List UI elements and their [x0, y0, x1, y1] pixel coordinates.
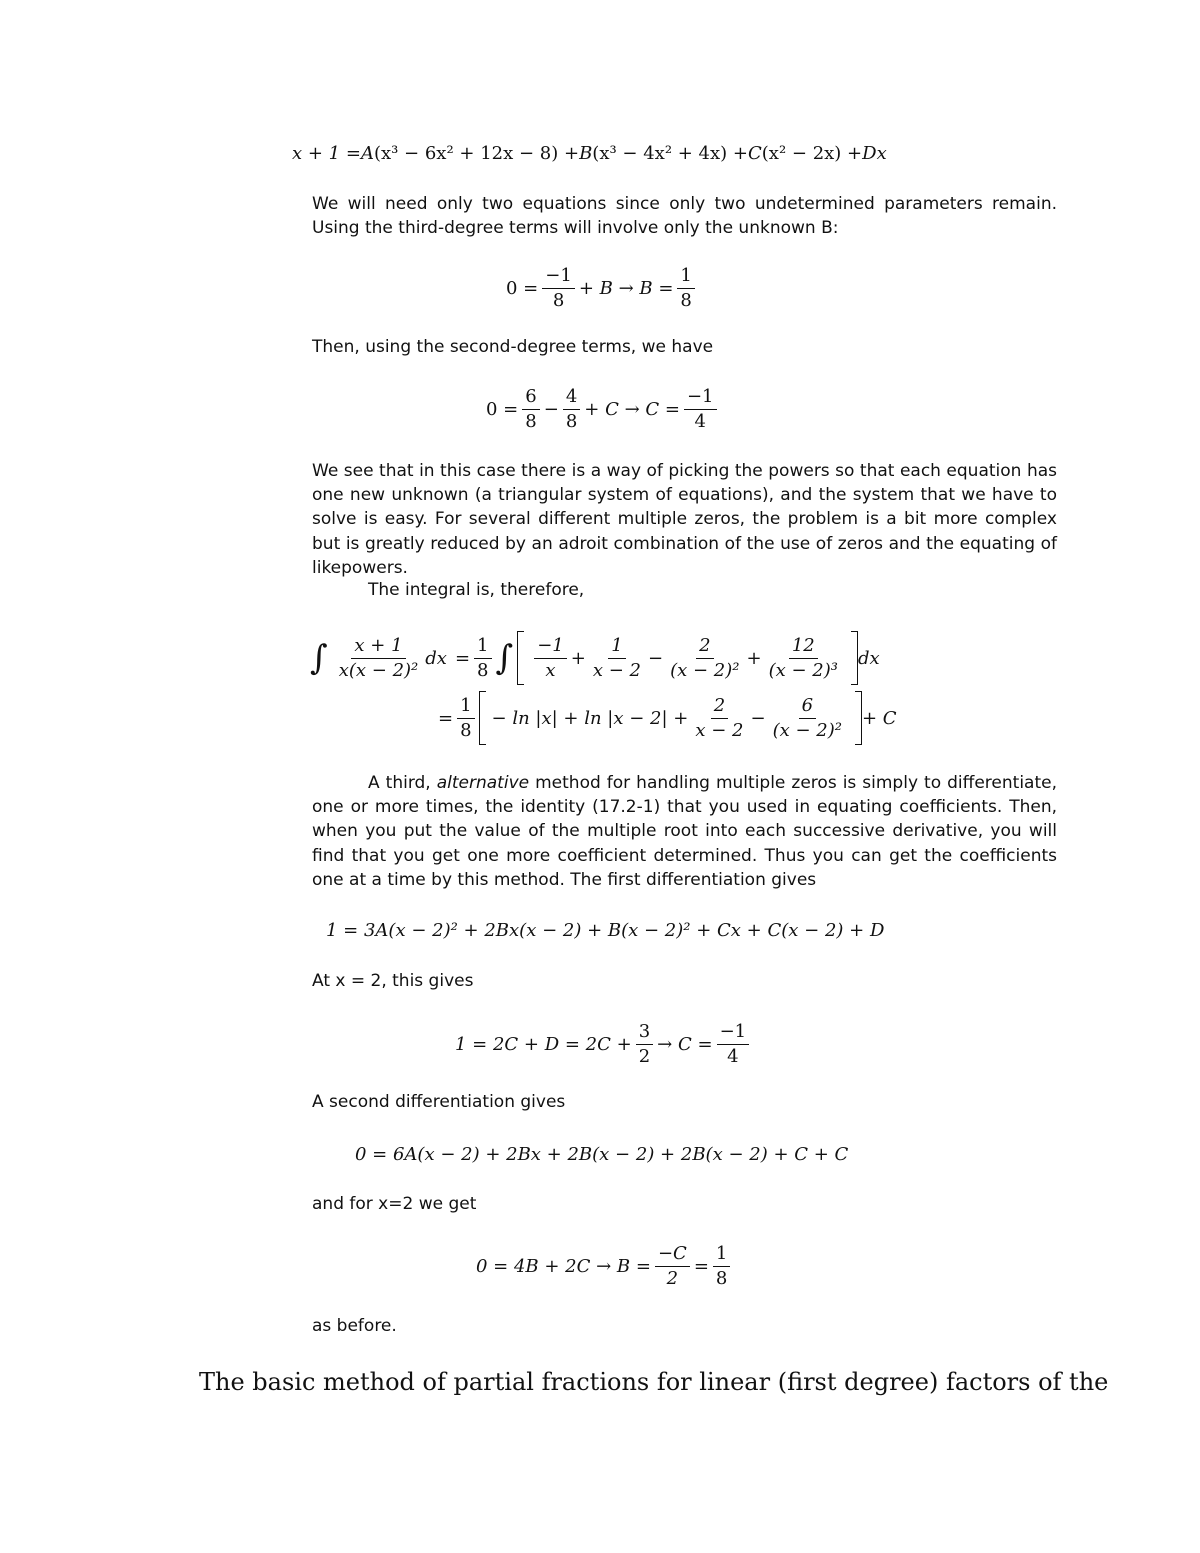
- numerator: 6: [799, 697, 816, 719]
- paragraph-5-text: [312, 771, 1057, 892]
- fraction: [542, 264, 575, 311]
- denominator: 8: [565, 410, 578, 432]
- eq-b-lhs: 0 =: [506, 277, 539, 299]
- fraction: [667, 634, 742, 681]
- denominator: 2: [666, 1267, 679, 1289]
- fraction: [563, 385, 580, 432]
- numerator: 2: [711, 697, 728, 719]
- numerator: 3: [636, 1023, 653, 1045]
- line-at-x2: At x = 2, this gives: [312, 971, 474, 991]
- denominator: 8: [477, 659, 489, 681]
- numerator: 6: [522, 388, 539, 410]
- paragraph-3: [312, 459, 1057, 580]
- fraction: [457, 694, 474, 741]
- equation-final-b: [476, 1242, 734, 1290]
- equation-b: [506, 264, 699, 312]
- fraction: [713, 1242, 730, 1289]
- equation-identity: [292, 140, 887, 166]
- fraction: [655, 1242, 690, 1289]
- denominator: (x − 2)²: [670, 659, 740, 681]
- fraction: [692, 694, 746, 741]
- denominator: 4: [694, 410, 706, 432]
- numerator: 1: [713, 1245, 730, 1267]
- operator: −: [750, 707, 766, 729]
- denominator: 2: [638, 1045, 651, 1067]
- equation-c: [486, 385, 721, 433]
- fraction: [590, 634, 644, 681]
- equation-at-x2: [455, 1020, 753, 1068]
- fraction: [684, 385, 717, 432]
- operator: −: [648, 647, 664, 669]
- log-terms: − ln |x| + ln |x − 2| +: [491, 707, 689, 729]
- equation-second-derivative: 0 = 6A(x − 2) + 2Bx + 2B(x − 2) + 2B(x − 2) + C + C: [355, 1143, 849, 1165]
- denominator: x − 2: [592, 659, 641, 681]
- differential: dx: [857, 647, 880, 669]
- line-as-before: as before.: [312, 1316, 397, 1336]
- denominator: (x − 2)³: [768, 659, 838, 681]
- paragraph-1-text: We will need only two equations since only two undetermined parameters remain. Using the third-degree terms will involve only the unknown B:: [312, 194, 1057, 239]
- eq-c-lhs: 0 =: [486, 398, 519, 420]
- numerator: 1: [677, 267, 694, 289]
- fraction: [717, 1020, 750, 1067]
- section-heading: The basic method of partial fractions for linear (first degree) factors of the: [199, 1368, 1109, 1396]
- line-second-derivative: A second differentiation gives: [312, 1092, 566, 1112]
- coef-b: B: [579, 142, 593, 164]
- left-bracket: [479, 691, 486, 745]
- eq-c-mid: + C → C =: [584, 398, 680, 420]
- equation-lhs: x + 1 =: [292, 142, 361, 164]
- term-a: (x³ − 6x² + 12x − 8) +: [373, 142, 580, 164]
- numerator: −1: [534, 637, 567, 659]
- paragraph-4: The integral is, therefore,: [368, 580, 585, 600]
- right-bracket: [855, 691, 862, 745]
- fraction: [766, 634, 841, 681]
- paragraph-3-text: We see that in this case there is a way of picking the powers so that each equation has one new unknown (a triangular system of equations), and the system that we have to solve is easy. For several different multiple zeros, the problem is a bit more complex but is greatly reduced by an adroit combination of the use of zeros and the equating of likepowers.: [312, 461, 1057, 578]
- fraction: [336, 634, 422, 681]
- coef-a: A: [360, 142, 374, 164]
- fraction: [677, 264, 694, 311]
- fraction: [636, 1020, 653, 1067]
- fraction: [770, 694, 845, 741]
- fraction: [534, 634, 567, 681]
- eq-at-lhs: 1 = 2C + D = 2C +: [455, 1033, 632, 1055]
- differential: dx: [425, 647, 447, 669]
- paragraph-1: [312, 192, 1057, 240]
- denominator: x − 2: [695, 719, 744, 741]
- constant-term: + C: [862, 707, 897, 729]
- line-for-x2: and for x=2 we get: [312, 1194, 477, 1214]
- paragraph-5-rest: method for handling multiple zeros is simply to differentiate, one or more times, the identity (17.2-1) that you used in equating coefficients. Then, when you put the value of the multiple root into each successive derivative, you will find that you get one more coefficient determined. Thus you can get the coefficients one at a time by this method. The first differentiation gives: [312, 773, 1057, 890]
- numerator: 12: [789, 637, 818, 659]
- integral-equation-line-2: [438, 690, 897, 746]
- left-bracket: [517, 631, 524, 685]
- numerator: −1: [717, 1023, 750, 1045]
- integral-sign: ∫: [310, 638, 328, 678]
- numerator: −1: [542, 267, 575, 289]
- coef-c: C: [748, 142, 762, 164]
- denominator: 8: [525, 410, 537, 432]
- numerator: −1: [684, 388, 717, 410]
- integral-sign: ∫: [495, 638, 514, 678]
- denominator: x: [545, 659, 556, 681]
- equals-sign: =: [693, 1255, 709, 1277]
- paragraph-2: Then, using the second-degree terms, we have: [312, 337, 714, 357]
- fraction: [474, 634, 491, 681]
- numerator: 1: [474, 637, 491, 659]
- denominator: (x − 2)²: [772, 719, 842, 741]
- denominator: x(x − 2)²: [338, 659, 419, 681]
- numerator: x + 1: [351, 637, 405, 659]
- numerator: 2: [696, 637, 713, 659]
- denominator: 8: [680, 289, 692, 311]
- paragraph-5: [312, 771, 1057, 892]
- equals-sign: =: [438, 707, 454, 729]
- eq-at-mid: → C =: [657, 1033, 713, 1055]
- term-d: Dx: [862, 142, 887, 164]
- term-b: (x³ − 4x² + 4x) +: [592, 142, 748, 164]
- fraction: [522, 385, 539, 432]
- numerator: 1: [457, 697, 474, 719]
- emphasis-alternative: alternative: [436, 773, 530, 793]
- numerator: 4: [563, 388, 580, 410]
- operator: +: [746, 647, 762, 669]
- eq-b-mid: + B → B =: [578, 277, 674, 299]
- operator: −: [543, 398, 559, 420]
- denominator: 8: [715, 1267, 728, 1289]
- denominator: 8: [552, 289, 565, 311]
- equals-sign: =: [454, 647, 471, 669]
- operator: +: [570, 647, 586, 669]
- eq-final-lhs: 0 = 4B + 2C → B =: [476, 1255, 651, 1277]
- denominator: 4: [727, 1045, 739, 1067]
- numerator: −C: [655, 1245, 690, 1267]
- right-bracket: [851, 631, 858, 685]
- paragraph-5-lead: A third,: [368, 773, 437, 793]
- numerator: 1: [608, 637, 625, 659]
- integral-equation-line-1: [310, 628, 880, 688]
- denominator: 8: [460, 719, 472, 741]
- equation-first-derivative: 1 = 3A(x − 2)² + 2Bx(x − 2) + B(x − 2)² + Cx + C(x − 2) + D: [326, 919, 885, 941]
- term-c: (x² − 2x) +: [761, 142, 863, 164]
